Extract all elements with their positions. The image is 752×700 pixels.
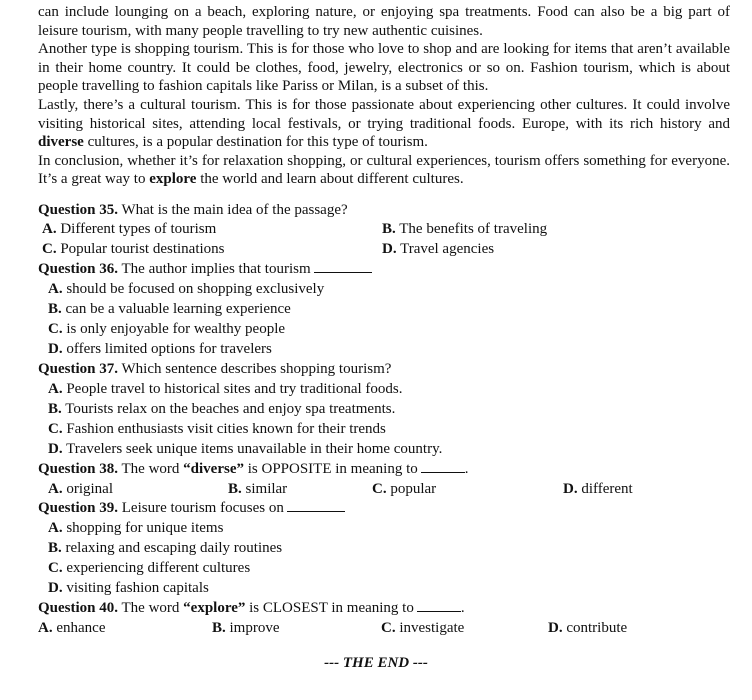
question-keyword: “diverse”: [183, 461, 244, 477]
option-35-b[interactable]: [382, 220, 547, 238]
option-text: visiting fashion capitals: [62, 580, 209, 596]
option-text: should be focused on shopping exclusively: [62, 281, 325, 297]
option-text: similar: [241, 481, 288, 497]
question-label: Question 39.: [38, 500, 119, 516]
option-35-c[interactable]: [42, 240, 225, 258]
option-text: experiencing different cultures: [62, 560, 251, 576]
option-text: People travel to historical sites and try traditional foods.: [62, 381, 403, 397]
option-letter: D.: [48, 341, 63, 357]
option-37-d[interactable]: [48, 440, 442, 458]
passage-text: cultures, is a popular destination for this type of tourism.: [83, 134, 428, 151]
option-letter: C.: [42, 241, 57, 257]
option-text: The benefits of traveling: [395, 221, 548, 237]
option-letter: A.: [48, 381, 63, 397]
option-text: relaxing and escaping daily routines: [61, 540, 283, 556]
option-letter: A.: [42, 221, 57, 237]
option-letter: C.: [48, 321, 63, 337]
option-text: different: [577, 481, 633, 497]
highlighted-word-diverse: diverse: [38, 134, 84, 151]
option-text: Different types of tourism: [56, 221, 217, 237]
passage-paragraph-1: can include lounging on a beach, exploring nature, or enjoying spa treatments. Food can also be a big part of leisure tourism, with many people travelling to try new authentic cuisines.: [38, 4, 730, 39]
option-39-a[interactable]: [48, 519, 223, 537]
option-text: Travelers seek unique items unavailable in their home country.: [62, 441, 443, 457]
question-end-punct: .: [464, 461, 469, 477]
option-letter: B.: [48, 540, 62, 556]
option-37-a[interactable]: [48, 380, 403, 398]
option-letter: D.: [48, 441, 63, 457]
question-label: Question 38.: [38, 461, 119, 477]
the-end-footer: --- THE END ---: [324, 655, 428, 671]
option-letter: C.: [372, 481, 387, 497]
option-37-b[interactable]: [48, 400, 395, 418]
option-text: contribute: [562, 620, 628, 636]
option-letter: B.: [48, 401, 62, 417]
question-label: Question 35.: [38, 202, 119, 218]
option-39-c[interactable]: [48, 559, 250, 577]
reading-passage: [38, 3, 730, 189]
highlighted-word-explore: explore: [149, 171, 197, 188]
option-text: investigate: [395, 620, 465, 636]
option-38-d[interactable]: [563, 480, 633, 498]
option-letter: B.: [48, 301, 62, 317]
option-text: improve: [225, 620, 280, 636]
question-text: The word: [118, 600, 184, 616]
option-38-a[interactable]: [48, 480, 113, 498]
option-text: Travel agencies: [396, 241, 495, 257]
option-text: original: [62, 481, 113, 497]
passage-paragraph-3: [38, 96, 730, 152]
option-letter: C.: [381, 620, 396, 636]
option-text: popular: [386, 481, 437, 497]
question-37: [38, 360, 391, 378]
option-text: is only enjoyable for wealthy people: [62, 321, 286, 337]
question-text: is CLOSEST in meaning to: [245, 600, 414, 616]
question-label: Question 37.: [38, 361, 119, 377]
option-40-b[interactable]: [212, 619, 280, 637]
answer-blank: [421, 471, 465, 473]
question-end-punct: .: [460, 600, 465, 616]
passage-text: In conclusion, whether it’s for relaxation shopping, or cultural experiences, tourism offers something for everyone. It’s a great way to: [38, 152, 730, 188]
option-letter: D.: [48, 580, 63, 596]
option-letter: D.: [382, 241, 397, 257]
question-label: Question 40.: [38, 600, 119, 616]
option-36-d[interactable]: [48, 340, 272, 358]
option-40-d[interactable]: [548, 619, 627, 637]
option-text: offers limited options for travelers: [62, 341, 272, 357]
option-letter: B.: [228, 481, 242, 497]
answer-blank: [287, 510, 345, 512]
passage-text: Lastly, there’s a cultural tourism. This is for those passionate about experiencing other cultures. It could involve visiting historical sites, attending local festivals, or trying traditional foods. Europe, with its rich history and: [38, 96, 730, 132]
question-text: What is the main idea of the passage?: [118, 202, 348, 218]
option-letter: D.: [563, 481, 578, 497]
option-letter: C.: [48, 421, 63, 437]
passage-paragraph-2: Another type is shopping tourism. This is for those who love to shop and are looking for items that aren’t available in their home country. It could be clothes, food, jewelry, electronics or so on. Fashion tourism, which is about people travelling to fashion capitals like Pariss or Milan, is a subset of this.: [38, 41, 730, 95]
option-text: Tourists relax on the beaches and enjoy spa treatments.: [61, 401, 396, 417]
question-label: Question 36.: [38, 261, 119, 277]
option-36-a[interactable]: [48, 280, 324, 298]
passage-text: the world and learn about different cultures.: [196, 171, 464, 188]
option-letter: C.: [48, 560, 63, 576]
option-40-a[interactable]: [38, 619, 105, 637]
option-letter: A.: [48, 281, 63, 297]
question-39: [38, 499, 345, 517]
option-35-d[interactable]: [382, 240, 494, 258]
question-text: The word: [118, 461, 184, 477]
question-text: is OPPOSITE in meaning to: [243, 461, 418, 477]
option-39-d[interactable]: [48, 579, 209, 597]
option-36-c[interactable]: [48, 320, 285, 338]
question-40: [38, 599, 465, 617]
option-35-a[interactable]: [42, 220, 216, 238]
question-35: [38, 201, 348, 219]
option-37-c[interactable]: [48, 420, 386, 438]
option-text: Popular tourist destinations: [56, 241, 225, 257]
option-text: Fashion enthusiasts visit cities known for their trends: [62, 421, 386, 437]
option-letter: A.: [48, 481, 63, 497]
option-38-c[interactable]: [372, 480, 436, 498]
question-text: Which sentence describes shopping tourism?: [118, 361, 392, 377]
option-text: enhance: [52, 620, 106, 636]
passage-paragraph-4: [38, 152, 730, 189]
option-36-b[interactable]: [48, 300, 291, 318]
question-text: Leisure tourism focuses on: [118, 500, 284, 516]
question-36: [38, 260, 372, 278]
option-text: can be a valuable learning experience: [61, 301, 291, 317]
option-text: shopping for unique items: [62, 520, 224, 536]
option-39-b[interactable]: [48, 539, 282, 557]
answer-blank: [314, 271, 372, 273]
question-keyword: “explore”: [183, 600, 246, 616]
option-letter: B.: [382, 221, 396, 237]
question-text: The author implies that tourism: [118, 261, 311, 277]
answer-blank: [417, 610, 461, 612]
option-letter: A.: [48, 520, 63, 536]
option-letter: A.: [38, 620, 53, 636]
option-letter: D.: [548, 620, 563, 636]
option-40-c[interactable]: [381, 619, 464, 637]
option-38-b[interactable]: [228, 480, 287, 498]
question-38: [38, 460, 469, 478]
option-letter: B.: [212, 620, 226, 636]
